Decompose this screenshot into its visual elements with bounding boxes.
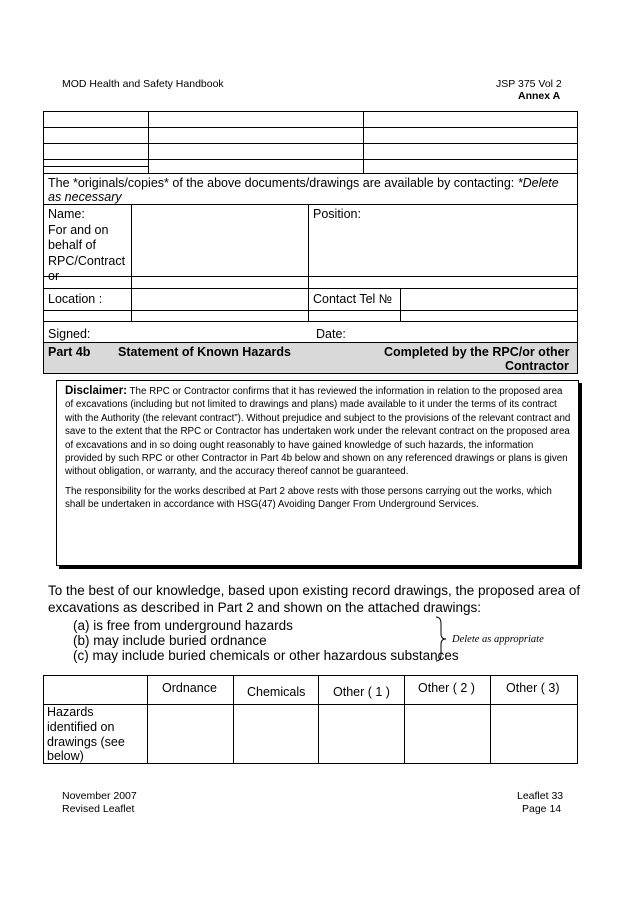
column-other-2: Other ( 2 ) bbox=[418, 681, 475, 695]
handbook-title: MOD Health and Safety Handbook bbox=[62, 78, 224, 90]
hazard-row-label-4: below) bbox=[47, 749, 84, 763]
part-title: Statement of Known Hazards bbox=[118, 345, 291, 359]
part-number: Part 4b bbox=[48, 345, 91, 359]
column-chemicals: Chemicals bbox=[247, 685, 306, 699]
disclaimer-label: Disclaimer: bbox=[65, 385, 128, 397]
availability-note: The *originals/copies* of the above documents/drawings are available by contacting: *Delete bbox=[48, 176, 559, 190]
option-b: (b) may include buried ordnance bbox=[73, 633, 267, 648]
behalf-line-4: or bbox=[48, 269, 60, 283]
name-label: Name: bbox=[48, 207, 85, 221]
footer-revision: Revised Leaflet bbox=[62, 803, 135, 815]
knowledge-line-1: To the best of our knowledge, based upon existing record drawings, the proposed area of bbox=[48, 583, 581, 598]
column-ordnance: Ordnance bbox=[162, 681, 217, 695]
behalf-line-3: RPC/Contract bbox=[48, 254, 126, 268]
availability-note-continued: as necessary bbox=[48, 190, 122, 204]
location-label: Location : bbox=[48, 292, 103, 306]
hazard-row-label-2: identified on bbox=[47, 720, 115, 734]
responsibility-paragraph: The responsibility for the works described at Part 2 above rests with those persons carrying out the works, which shall be undertaken in accordance with HSG(47) Avoiding Danger From Underground Services. bbox=[65, 485, 552, 511]
completed-by-line-2: Contractor bbox=[505, 359, 569, 373]
contact-tel-label: Contact Tel № bbox=[313, 292, 393, 306]
option-c: (c) may include buried chemicals or other hazardous substances bbox=[73, 648, 459, 663]
disclaimer-paragraph bbox=[65, 385, 572, 479]
footer-page: Page 14 bbox=[522, 803, 562, 815]
footer-leaflet: Leaflet 33 bbox=[517, 790, 564, 802]
hazard-row-label-3: drawings (see bbox=[47, 735, 125, 749]
brace-icon bbox=[434, 616, 448, 662]
delete-note: Delete as appropriate bbox=[452, 634, 544, 645]
date-label: Date: bbox=[316, 327, 346, 341]
signed-label: Signed: bbox=[48, 327, 91, 341]
disclaimer-box bbox=[56, 380, 579, 566]
knowledge-line-2: excavations as described in Part 2 and shown on the attached drawings: bbox=[48, 600, 482, 615]
behalf-line-2: behalf of bbox=[48, 238, 96, 252]
position-label: Position: bbox=[313, 207, 361, 221]
footer-date: November 2007 bbox=[62, 790, 137, 802]
hazard-row-label-1: Hazards bbox=[47, 705, 94, 719]
option-a: (a) is free from underground hazards bbox=[73, 618, 293, 633]
annex-label: Annex A bbox=[518, 90, 561, 102]
document-reference: JSP 375 Vol 2 bbox=[496, 78, 562, 90]
column-other-3: Other ( 3) bbox=[506, 681, 560, 695]
completed-by-line-1: Completed by the RPC/or other bbox=[384, 345, 570, 359]
column-other-1: Other ( 1 ) bbox=[333, 685, 390, 699]
disclaimer-text: The RPC or Contractor confirms that it has reviewed the information in relation to the proposed area of excavations (including but not limited to drawings and plans) made available to it under the terms of its contract with the Authority (the relevant contract”). Without prejudice and subject to the provisions of the relevant contract and save to the extent that the RPC or Contractor has undertaken work under the relevant contract on the proposed area of excavations and in so doing ought reasonably to have gained knowledge of such hazards, the information provided by such RPC or other Contractor in Part 4b below and shown on any referenced drawings or plans is given without obligation, or warranty, and the accuracy thereof cannot be guaranteed. bbox=[65, 386, 571, 478]
behalf-line-1: For and on bbox=[48, 223, 109, 237]
